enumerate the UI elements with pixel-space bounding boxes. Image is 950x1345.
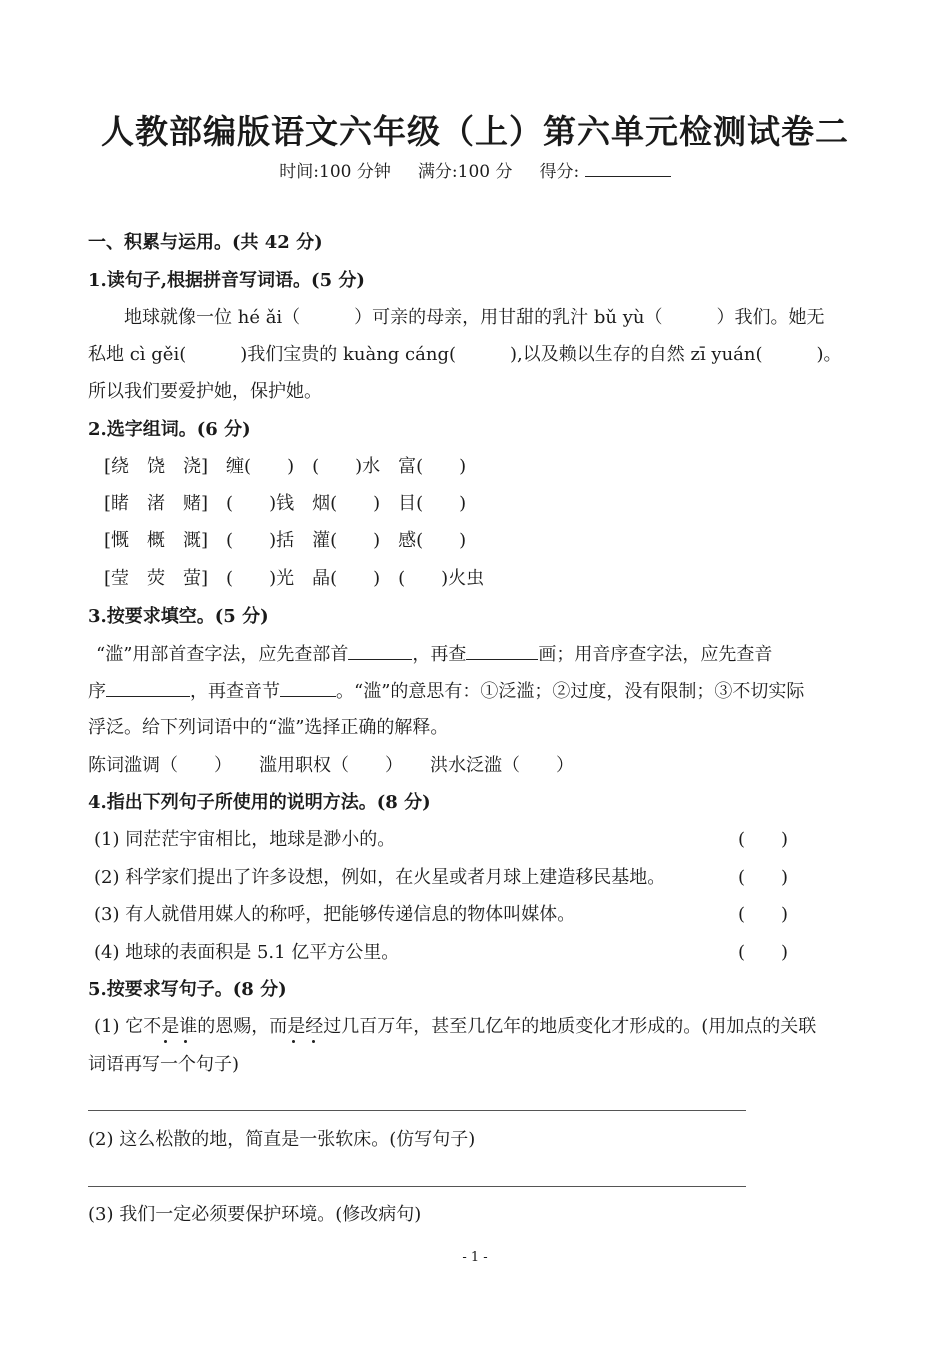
page-number: - 1 -: [462, 1250, 488, 1265]
answer-blank[interactable]: [466, 643, 538, 660]
question-5-item: (3) 我们一定必须要保护环境。(修改病句): [88, 1204, 422, 1225]
question-1-line: 私地 cì gěi( )我们宝贵的 kuàng cáng( ),以及赖以生存的自然 zī yuán( )。: [88, 344, 842, 365]
emphasis-dot: [292, 1040, 295, 1043]
emphasis-dot: [312, 1040, 315, 1043]
answer-blank[interactable]: [280, 680, 336, 697]
word-choice-row: [莹 荧 萤] ( )光 晶( ) ( )火虫: [104, 568, 485, 589]
question-2-heading: 2.选字组词。(6 分): [88, 419, 251, 440]
question-3-line: “滥”用部首查字法，应先查部首 ，再查 画；用音序查字法，应先查音: [96, 644, 773, 665]
exam-info: [0, 160, 950, 184]
answer-parentheses[interactable]: ( ): [738, 942, 789, 963]
question-3-heading: 3.按要求填空。(5 分): [88, 606, 269, 627]
answer-line[interactable]: [88, 1110, 746, 1111]
score-label: 满分:100 分: [417, 162, 513, 182]
score-blank[interactable]: [585, 160, 671, 177]
section-heading: 一、积累与运用。(共 42 分): [88, 232, 323, 253]
answer-parentheses[interactable]: ( ): [738, 867, 789, 888]
question-5-heading: 5.按要求写句子。(8 分): [88, 979, 287, 1000]
time-label: 时间:100 分钟: [279, 162, 391, 182]
answer-parentheses[interactable]: ( ): [738, 904, 789, 925]
question-5-item: 词语再写一个句子): [88, 1054, 240, 1075]
question-4-item: (2) 科学家们提出了许多设想，例如，在火星或者月球上建造移民基地。: [94, 867, 666, 888]
question-5-item: (1) 它不是谁的恩赐，而是经过几百万年，甚至几亿年的地质变化才形成的。(用加点的关联: [94, 1016, 817, 1037]
question-1-line: 地球就像一位 hé ǎi（ ）可亲的母亲，用甘甜的乳汁 bǔ yù（ ）我们。她无: [88, 307, 825, 328]
word-choice-row: [睹 渚 赌] ( )钱 烟( ) 目( ): [104, 493, 467, 514]
word-choice-row: [慨 概 溉] ( )括 灌( ) 感( ): [104, 530, 467, 551]
question-1-heading: 1.读句子,根据拼音写词语。(5 分): [88, 270, 365, 291]
answer-blank[interactable]: [348, 643, 412, 660]
question-3-words: 陈词滥调（ ） 滥用职权（ ） 洪水泛滥（ ）: [88, 755, 574, 776]
question-1-line: 所以我们要爱护她，保护她。: [88, 381, 322, 402]
answer-parentheses[interactable]: ( ): [738, 829, 789, 850]
question-4-item: (4) 地球的表面积是 5.1 亿平方公里。: [94, 942, 400, 963]
question-4-item: (3) 有人就借用媒人的称呼，把能够传递信息的物体叫媒体。: [94, 904, 576, 925]
question-4-heading: 4.指出下列句子所使用的说明方法。(8 分): [88, 792, 431, 813]
emphasis-dot: [184, 1040, 187, 1043]
question-4-item: (1) 同茫茫宇宙相比，地球是渺小的。: [94, 829, 396, 850]
page-title: 人教部编版语文六年级（上）第六单元检测试卷二: [101, 112, 849, 151]
question-5-item: (2) 这么松散的地，简直是一张软床。(仿写句子): [88, 1129, 476, 1150]
answer-blank[interactable]: [106, 680, 190, 697]
word-choice-row: [绕 饶 浇] 缠( ) ( )水 富( ): [104, 456, 467, 477]
got-label: 得分:: [539, 162, 580, 182]
answer-line[interactable]: [88, 1186, 746, 1187]
emphasis-dot: [164, 1040, 167, 1043]
question-3-line: 浮泛。给下列词语中的“滥”选择正确的解释。: [88, 717, 449, 738]
question-3-line: 序 ，再查音节 。“滥”的意思有：①泛滥；②过度，没有限制；③不切实际: [88, 681, 805, 702]
